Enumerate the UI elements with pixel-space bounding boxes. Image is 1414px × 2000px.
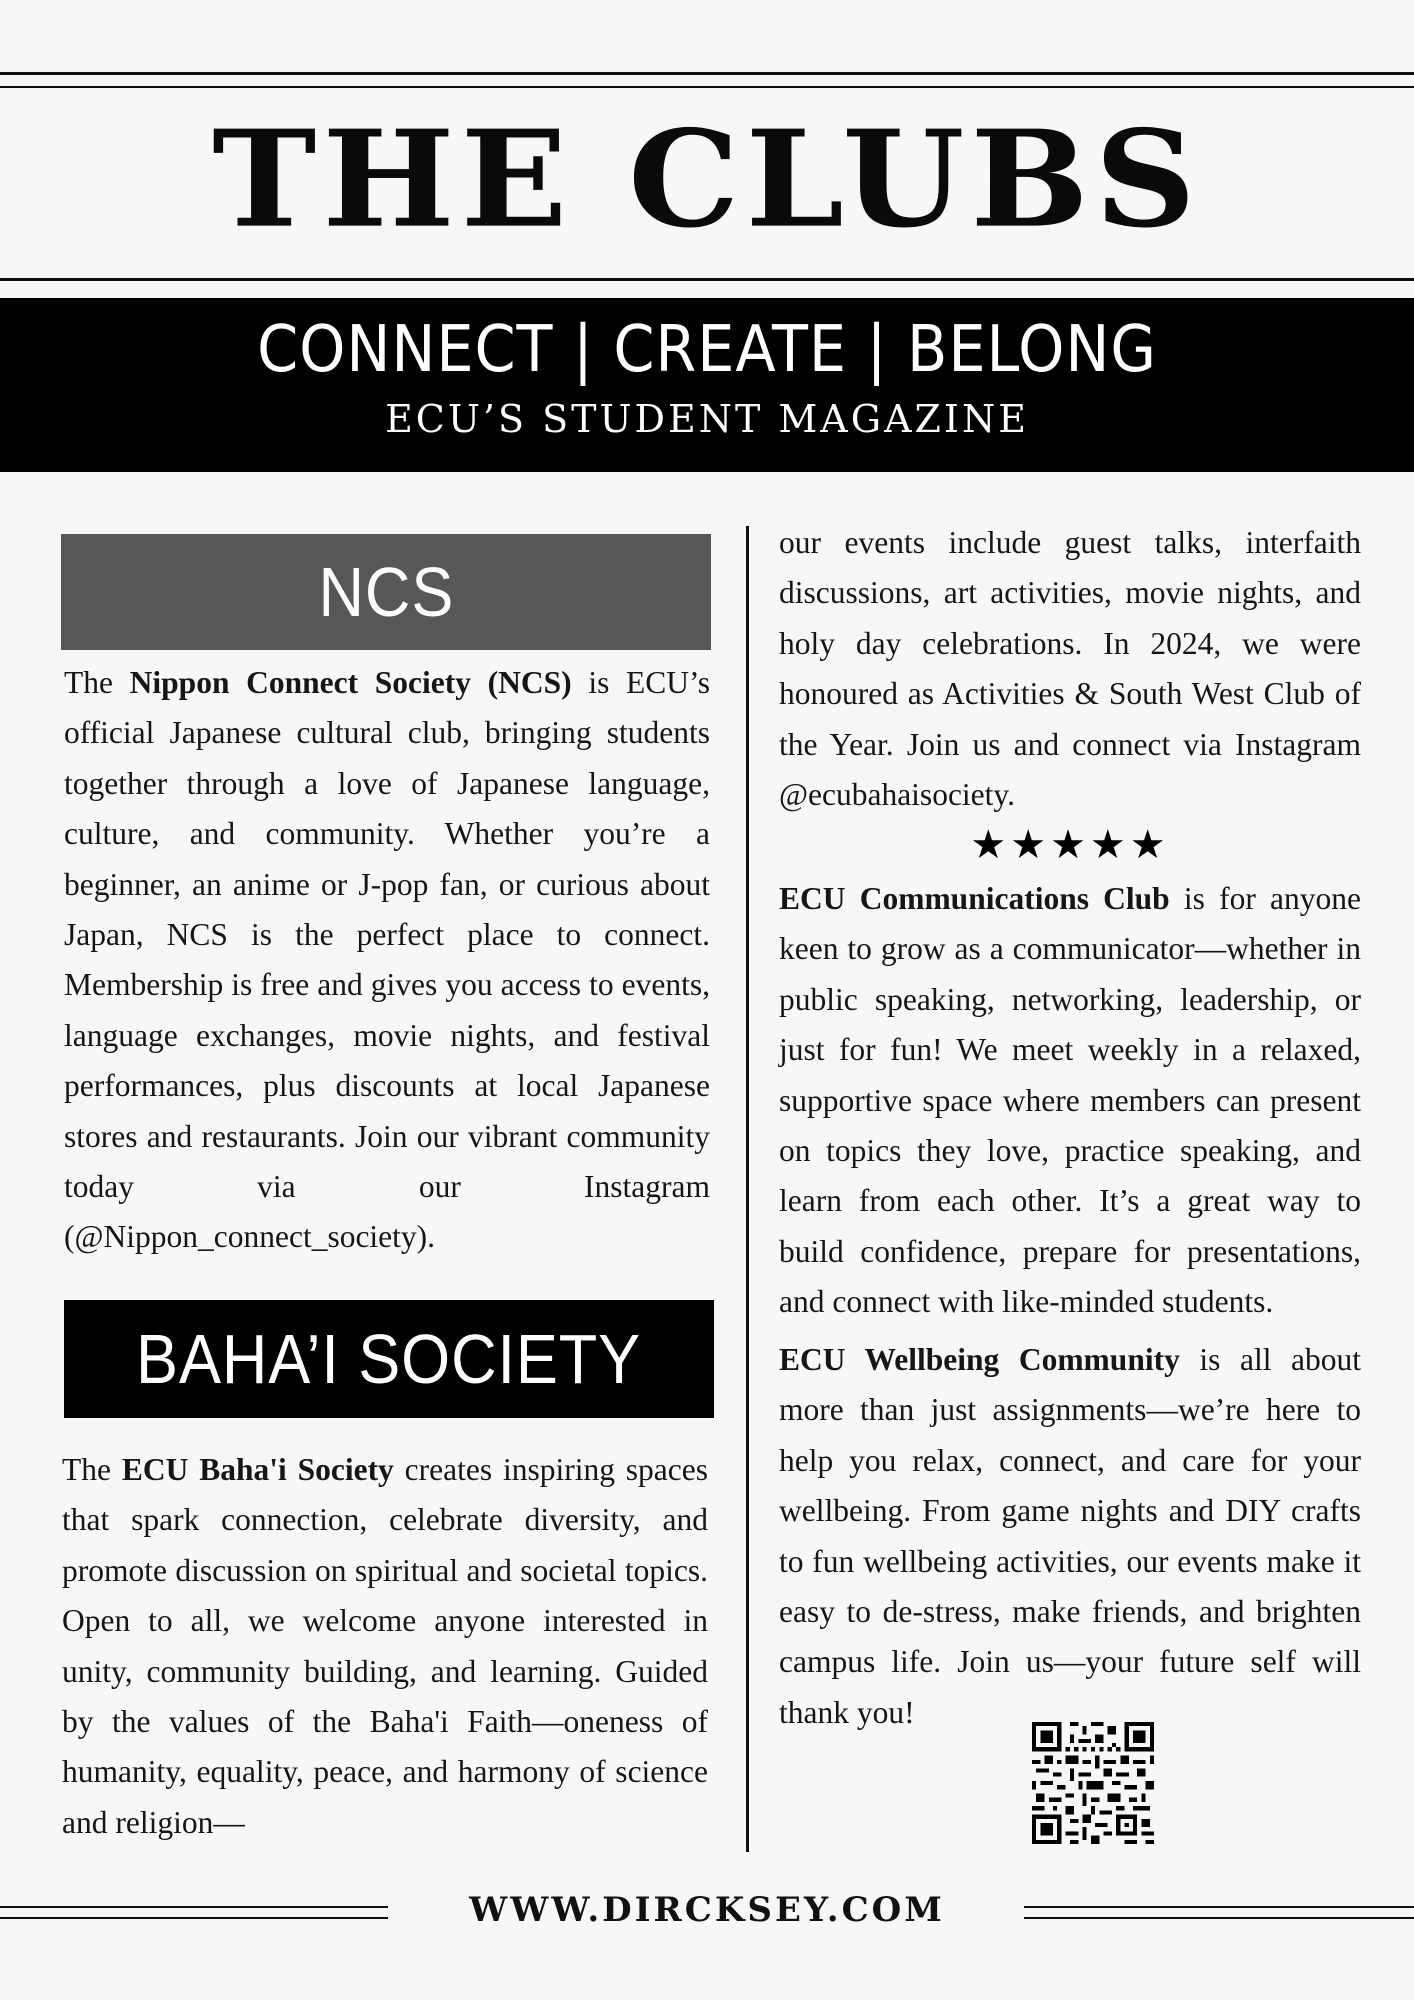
ncs-heading: [61, 534, 711, 650]
masthead-title: THE CLUBS: [212, 102, 1202, 258]
wellbeing-club-name: ECU Wellbeing Community: [779, 1342, 1180, 1377]
star-divider-icon: ★★★★★: [970, 822, 1170, 868]
column-divider: [746, 526, 749, 1852]
bahai-intro: The: [62, 1452, 111, 1487]
communications-club-name: ECU Communications Club: [779, 881, 1170, 916]
wellbeing-body: is all about more than just assignments—we’re here to help you relax, connect, and care for your wellbeing. From game nights and DIY crafts to fun wellbeing activities, our events make it easy to de-stress, make friends, and brighten campus life. Join us—your future self will thank you!: [779, 1342, 1362, 1730]
banner-tagline: CONNECT | CREATE | BELONG: [257, 313, 1157, 387]
top-rule-1: [0, 72, 1414, 75]
top-rule-2: [0, 86, 1414, 88]
masthead-bottom-rule: [0, 278, 1414, 281]
footer-rule-right-2: [1024, 1917, 1414, 1919]
ncs-paragraph: [64, 658, 710, 1263]
footer-website-link[interactable]: WWW.DIRCKSEY.COM: [469, 1890, 945, 1930]
bahai-club-name: ECU Baha'i Society: [121, 1452, 394, 1487]
qr-code-icon[interactable]: [1032, 1722, 1154, 1844]
communications-body: is for anyone keen to grow as a communicator—whether in public speaking, networking, leadership, or just for fun! We meet weekly in a relaxed, supportive space where members can present on topics they love, practice speaking, and learn from each other. It’s a great way to build confidence, prepare for presentations, and connect with like-minded students.: [779, 881, 1362, 1320]
bahai-continued: our events include guest talks, interfaith discussions, art activities, movie nights, and holy day celebrations. In 2024, we were honoured as Activities & South West Club of the Year. Join us and connect via Instagram @ecubahaisociety.: [779, 525, 1361, 813]
banner: [0, 298, 1414, 472]
banner-subtitle: ECU’S STUDENT MAGAZINE: [385, 397, 1029, 441]
bahai-continued-paragraph: [779, 518, 1361, 820]
bahai-heading-text: BAHA’I SOCIETY: [136, 1320, 642, 1398]
bahai-body: creates inspiring spaces that spark connection, celebrate diversity, and promote discussion on spiritual and societal topics. Open to all, we welcome anyone interested in unity, community building, and learning. Guided by the values of the Baha'i Faith—oneness of humanity, equality, peace, and harmony of science and religion—: [62, 1452, 709, 1840]
footer-rule-right-1: [1024, 1906, 1414, 1908]
bahai-heading: [64, 1300, 714, 1418]
ncs-club-name: Nippon Connect Society (NCS): [129, 665, 572, 700]
ncs-intro: The: [64, 665, 113, 700]
ncs-heading-text: NCS: [318, 553, 454, 631]
ncs-body: is ECU’s official Japanese cultural club, bringing students together through a love of Japanese language, culture, and community. Whether you’re a beginner, an anime or J-pop fan, or curious about Japan, NCS is the perfect place to connect. Membership is free and gives you access to events, language exchanges, movie nights, and festival performances, plus discounts at local Japanese stores and restaurants. Join our vibrant community today via our Instagram (@Nippon_connect_society).: [64, 665, 711, 1255]
bahai-paragraph: [62, 1445, 708, 1848]
wellbeing-paragraph: [779, 1335, 1361, 1738]
communications-paragraph: [779, 874, 1361, 1328]
